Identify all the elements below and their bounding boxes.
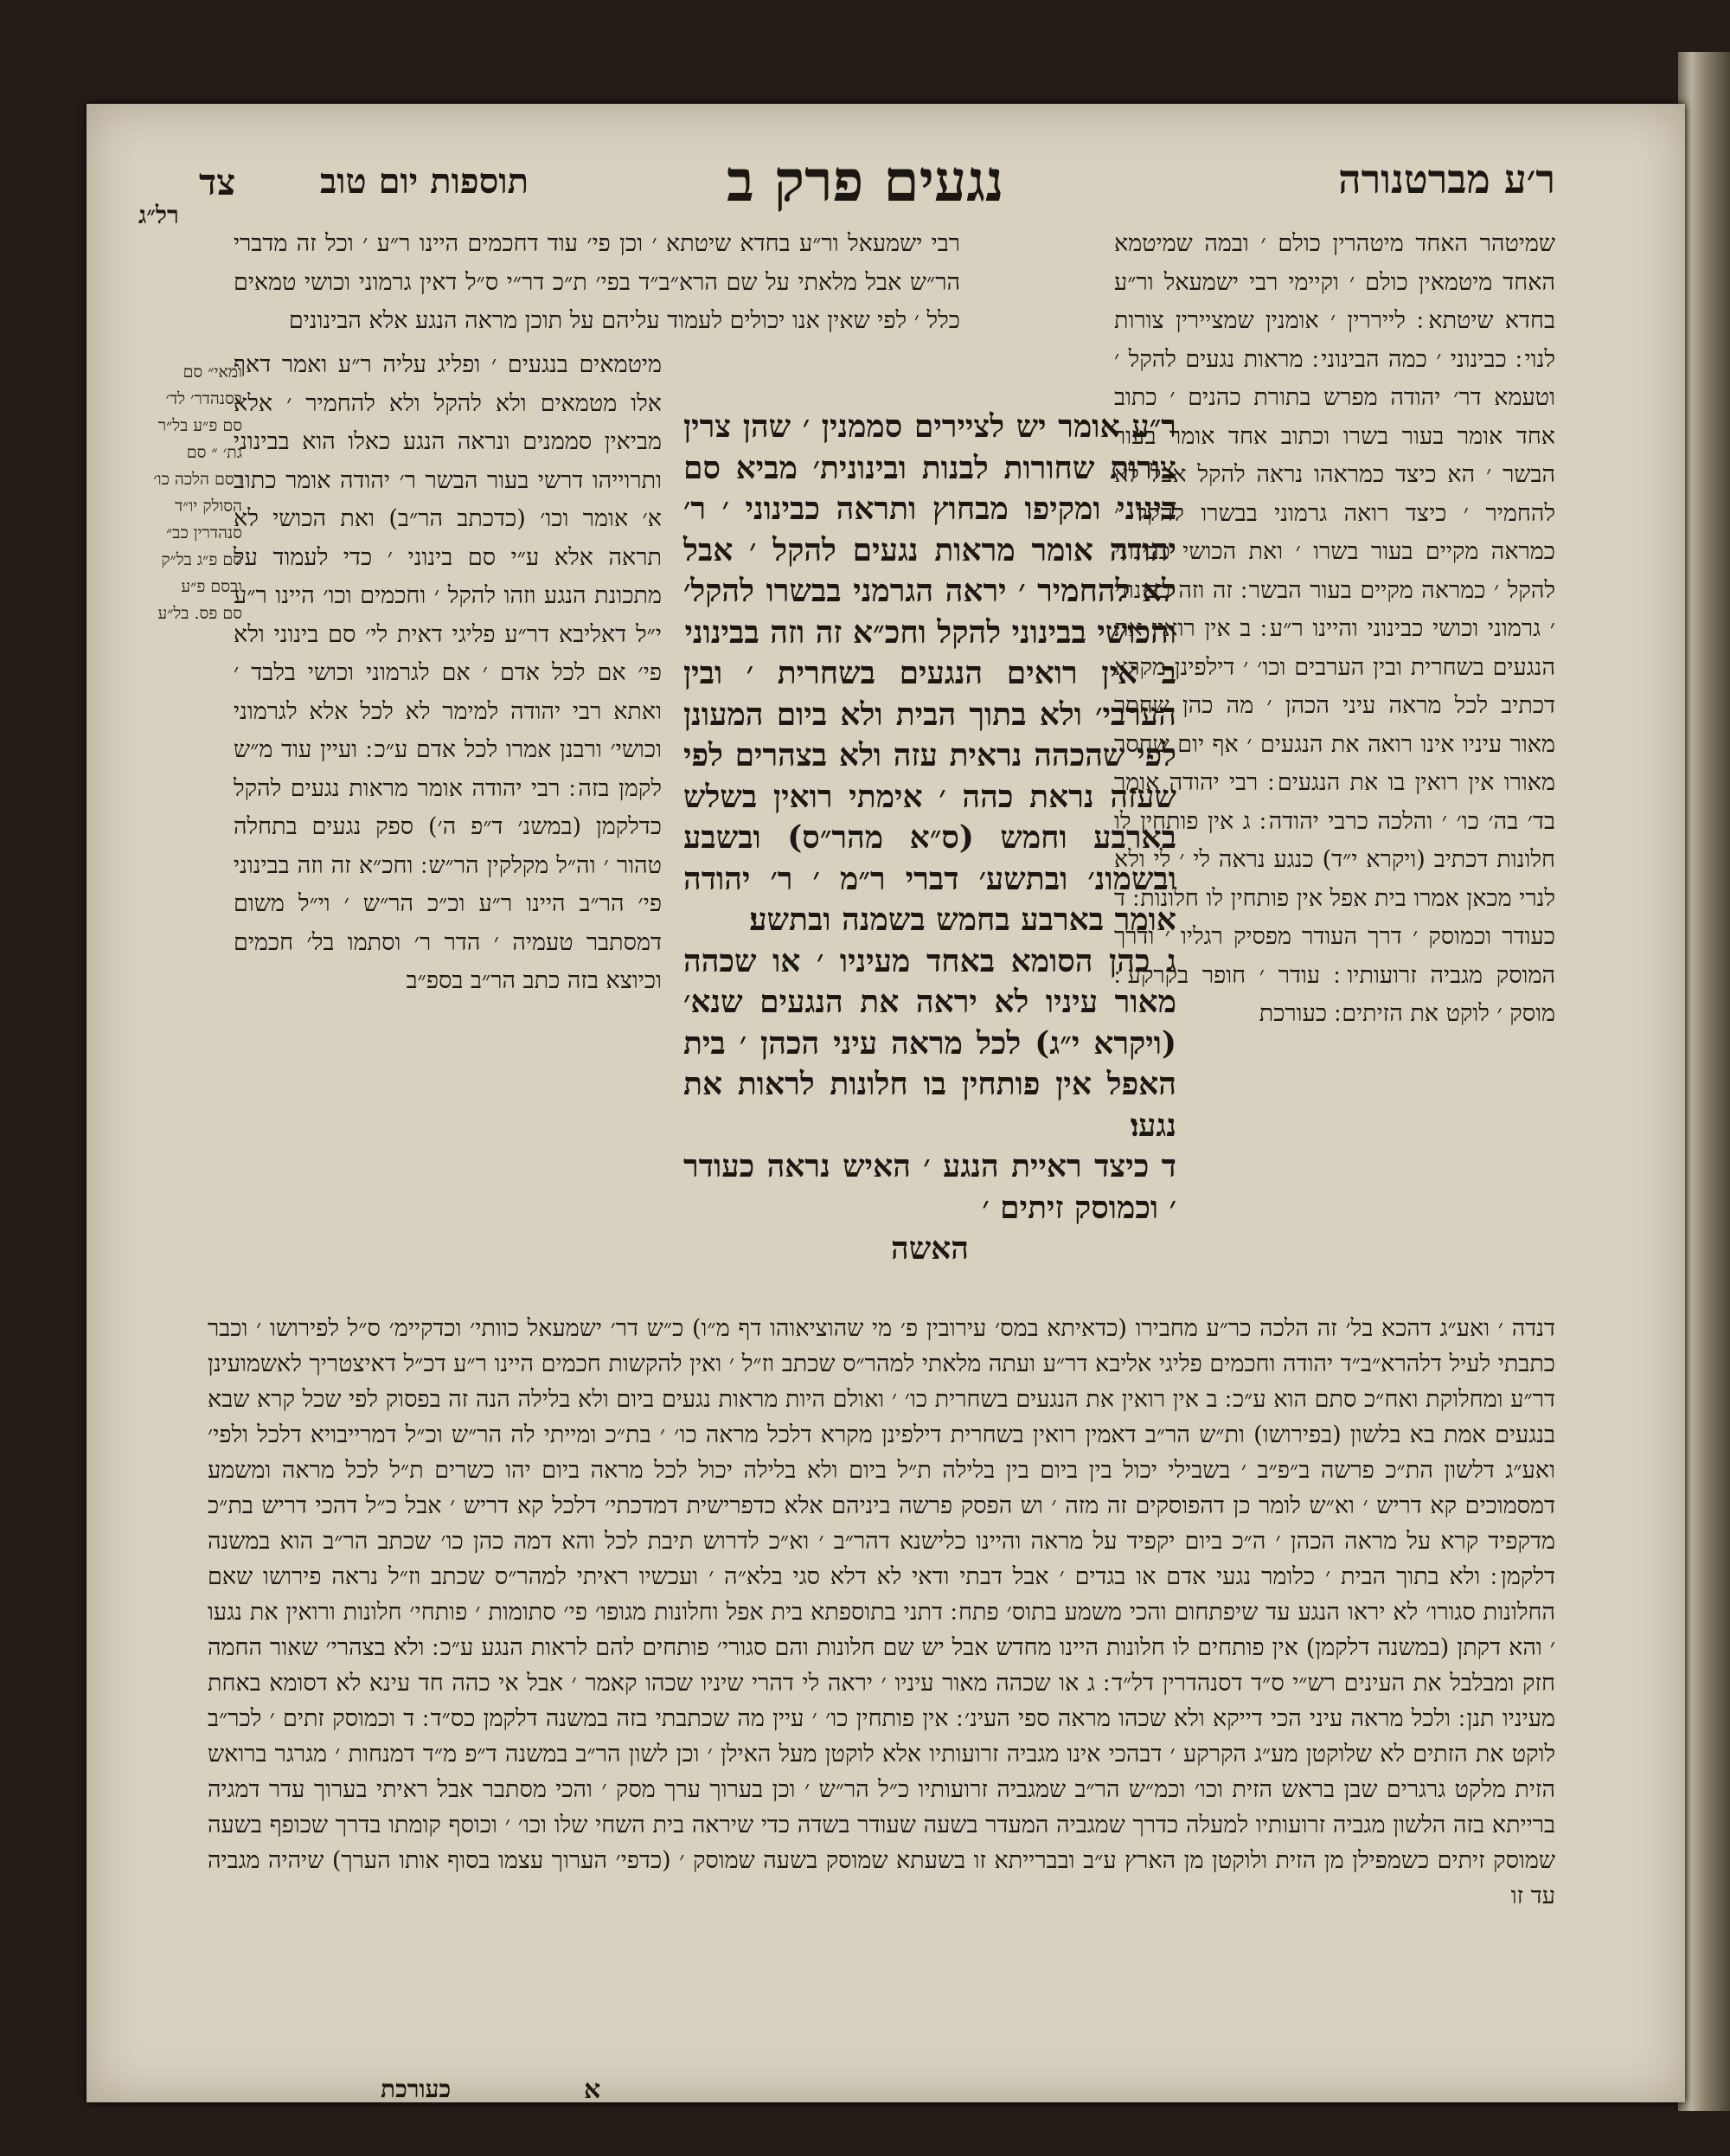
book-edge [1678,52,1730,2111]
header-tosafot-title: תוספות יום טוב [320,161,529,202]
marginal-references [131,359,242,627]
header-page-number: צד [199,161,236,203]
margin-note: הסולק יו״ד [175,497,242,516]
header-chapter-title: נגעים פרק ב [727,147,1004,215]
running-header [190,147,1555,225]
tosafot-commentary [234,346,662,1358]
tosafot-commentary-bottom [208,1311,1555,1909]
tosafot-top-text: רבי ישמעאל ור״ע בחדא שיטתא ׳ וכן פי׳ עוד דחכמים היינו ר״ע ׳ וכל זה מדברי הר״ש אבל מלאתי על שם הרא״ב״ד בפי׳ ת״כ דר״י ס״ל דאין גרמוני וכושי טמאים כלל ׳ לפי שאין אנו יכולים לעמוד עליהם על תוכן מראה הנגע אלא הבינונים [234,230,960,334]
margin-note: גת׳ ״ סם [186,443,242,462]
folio-number: רל״ג [138,201,179,229]
margin-note: סנהדרין כב״ [166,523,242,542]
mishnah-paragraph: ג כהן הסומא באחד מעיניו ׳ או שכהה מאור עיניו לא יראה את הנגעים שנא׳ (ויקרא י״ג) לכל מראה עיני הכהן ׳ בית האפל אין פותחין בו חלונות לראות את נגעו׃ [683,942,1176,1144]
margin-note: סם פס. בל״ע [157,604,242,623]
mishnah-paragraph: ד כיצד ראיית הנגע ׳ האיש נראה כעודר ׳ וכמוסק זיתים ׳ [683,1148,1176,1226]
tosafot-text: מיטמאים בנגעים ׳ ופליג עליה ר״ע ואמר דאף אלו מטמאים ולא להקל ולא להחמיר ׳ אלא מביאין סממנים ונראה הנגע כאלו הוא בבינוני ותרוייהו דרשי בעור הבשר ר׳ יהודה אומר כתוב א׳ אומר וכו׳ (כדכתב הר״ב) ואת הכושי לא תראה אלא ע״י סם בינוני ׳ כדי לעמוד על מתכונת הנגע וזהו להקל ׳ וחכמים וכו׳ היינו ר״ע י״ל דאליבא דר״ע פליגי דאית לי׳ סם בינוני ולא פי׳ אם לכל אדם ׳ אם לגרמוני וכושי בלבד ׳ ואתא רבי יהודה למימר לא לכל אלא לגרמוני וכושי׳ ורבנן אמרו לכל אדם ע״כ ׃ ועיין עוד מ״ש לקמן בזה ׃ רבי יהודה אומר מראות נגעים להקל כדלקמן (במשנ׳ ד״פ ה׳) ספק נגעים בתחלה טהור ׳ וה״ל מקלקין הר״ש ׃ וחכ״א זה וזה בבינוני פי׳ הר״ב היינו ר״ע וכ״כ הר״ש ׳ וי״ל משום דמסתבר טעמיה ׳ הדר ר׳ וסתמו בל׳ חכמים וכיוצא בזה כתב הר״ב בספ״ב [234,351,662,994]
margin-note: סם פ״ע בל״ר [157,416,242,435]
bartenura-commentary [1114,225,1555,1289]
margin-note: רסם הלכה כו׳ [153,470,242,489]
margin-note: ומאי״ סם [183,363,242,382]
mishnah-paragraph: ב אין רואים הנגעים בשחרית ׳ ובין הערבי׳ ולא בתוך הבית ולא ביום המעונן לפי שהכהה נראית עזה ולא בצהרים לפי שעזה נראת כהה ׳ אימתי רואין בשלש בארבע וחמש (ס״א מהר״ס) ובשבע ובשמונ׳ ובתשע׳ דברי ר״מ ׳ ר׳ יהודה אומר בארבע בחמש בשמנה ובתשע׃ [683,655,1176,938]
mishnah-paragraph: ר״ע אומר יש לציירים סממנין ׳ שהן צרין צורות שחורות לבנות ובינונית׳ מביא סם בינוני ומקיפו מבחוץ ותראה כבינוני ׳ ר׳ יהודה אומר מראות נגעים להקל ׳ אבל לא להחמיר ׳ יראה הגרמני בבשרו להקל׳ והכושי בבינוני להקל וחכ״א זה וזה בבינוני [683,408,1176,651]
book-page [86,104,1685,2105]
margin-note: ובסם פ״ע [181,577,242,596]
catchword: כעורכת [381,2075,452,2103]
header-bartenura-title: ר׳ע מברטנורה [1338,156,1555,202]
signature-mark: א [584,2075,601,2105]
tosafot-bottom-text: דנדה ׳ ואע״ג דהכא בל׳ זה הלכה כר״ע מחבירו (כדאיתא במס׳ עירובין פ׳ מי שהוציאוהו דף מ״ו) כ״ש דר׳ ישמעאל כוותי׳ וכדקיימ׳ ס״ל לפירושו ׳ וכבר כתבתי לעיל דלהרא״ב״ד יהודה וחכמים פליגי אליבא דר״ע ועתה מלאתי למהר״ס שכתב וז״ל ׳ ואין להקשות חכמים היינו ר״ע דכ״ל דאיצטריך לאשמועינן דר״ע ומחלוקת ואח״כ סתם הוא ע״כ ׃ ב אין רואין את הנגעים בשחרית כו׳ ׳ ואולם היות מראות נגעים ביום ולא בלילה הנה זה בפסוק לפי שכל קרא שבא בנגעים אמת בא בלשון (בפירושו) ות״ש הר״ב דאמין רואין בשחרית דילפינן מקרא דלכל מראה כו׳ ׳ בת״כ ומייתי לה הר״ש וכ״ל דמרייבויא דלכל ולפי׳ ואע״ג דלשון הת״כ פרשה ב״פ״ב ׳ בשבילי יכול בין ביום בין בלילה ת״ל ביום ולא בלילה יכול לכל מראה ביום יהו כשרים ת״ל לכל מראה ומשמע דמסמוכים קא דריש ׳ וא״ש לומר כן דהפוסקים זה מזה ׳ וש הפסק פרשה ביניהם אלא כדפרישית דמדכתי׳ דלכל קא דריש ׳ אבל כ״ל דהכי דריש בת״כ מדקפיד קרא על מראה הכהן ׳ ה״כ ביום יקפיד על מראה והיינו כלישנא דהר״ב ׳ וא״כ לדרוש תיבת לכל והא דמה כהן כו׳ שכתב הר״ב הוא במשנה דלקמן ׃ ולא בתוך הבית ׳ כלומר נגעי אדם או בגדים ׳ אבל דבתי ודאי לא דלא סגי בלא״ה ׳ ועכשיו ראיתי למהר״ס שכתב וז״ל נראה פירושו שאם החלונות סגורו׳ לא יראו הנגע עד שיפתחום והכי משמע בתוס׳ פתח ׃ דתני בתוספתא בית אפל וחלונות מגופו׳ פי׳ סתומות ׳ פותחי׳ חלונות ורואין את נגעו ׳ והא דקתן (במשנה דלקמן) אין פותחים לו חלונות היינו מחדש אבל יש שם חלונות והם סגורי׳ פותחים להם לראות הנגע ע״כ ׃ ולא בצהרי׳ שאור החמה חזק ומבלבל את העינים רש״י ס״ד דסנהדרין דל״ד ׃ ג או שכהה מאור עיניו ׳ יראה לי דהרי שיניו שכהו קאמר ׳ אבל אי כהה חד עינא לא דסומא באחת מעיניו תנן ׃ ולכל מראה עיני הכי דייקא ולא שכהו מראה ספי העינ׳ ׃ אין פותחין כו׳ ׳ עיין מה שכתבתי בזה במשנה דלקמן כס״ד ׃ ד וכמוסק זתים ׳ לכר״ב לוקט את הזתים לא שלוקטן מע״ג הקרקע ׳ דבהכי אינו מגביה זרועותיו אלא לוקטן מעל האילן ׳ וכן לשון הר״ב במשנה ד״פ מ״ד דמנחות ׳ מגרגר ברואש הזית מלקט גרגרים שבן בראש הזית וכו׳ וכמ״ש הר״ב שמגביה זרועותיו כ״ל הר״ש ׳ וכן בערוך ערך מסק ׳ והכי מסתבר אבל ראיתי בערוך עדר דמגיה ברייתא בזה הלשון מגביה זרועותיו למעלה כדרך שמגביה המעדר בשעה שעודר בשדה כדי שיראה בית השחי שלו וכו׳ ׳ וכוסף קומתו בדרך שכופף בשעה שמוסק זיתים כשמפילן מן הזית ולוקטן מן הארץ ע״ב ובברייתא זו בשעתא שמוסק בשעה שמוסק ׳ (כדפי׳ הערוך עצמו בסוף אותו הערך) שיהיה מגביה עד זו [208,1315,1555,1909]
mishnah-text-block [683,407,1176,1270]
margin-note: בסנהדר׳ לד׳ [165,389,242,408]
tosafot-commentary-top [234,225,960,346]
margin-note: סם פ״ג בל״ק [161,550,242,569]
mishnah-last-line: האשה [890,1230,970,1267]
bartenura-text: שמיטהר האחד מיטהרין כולם ׳ ובמה שמיטמא האחד מיטמאין כולם ׳ וקיימי רבי ישמעאל ור״ע בחדא שיטתא ׃ לייררין ׳ אומנין שמציירין צורות לנוי ׃ כבינוני ׳ כמה הבינוני ׃ מראות נגעים להקל ׳ וטעמא דר׳ יהודה מפרש בתורת כהנים ׳ כתוב אחד אומר בעור בשרו וכתוב אחד אומר בעור הבשר ׳ הא כיצד כמראהו נראה להקל אבל לא להחמיר ׳ כיצד רואה גרמוני בבשרו להקל ׳ כמראה מקיים בעור בשרו ׳ ואת הכושי כבינוני להקל ׳ כמראה מקיים בעור הבשר ׃ זה וזה כבינוני ׳ גרמוני וכושי כבינוני והיינו ר״ע ׃ ב אין רואין את הנגעים בשחרית ובין הערבים וכו׳ ׳ דילפינן מקרא דכתיב לכל מראה עיני הכהן ׳ מה כהן שחסר מאור עיניו אינו רואה את הנגעים ׳ אף יום שחסר מאורו אין רואין בו את הנגעים ׃ רבי יהודה אומר בד׳ בה׳ כו׳ ׳ והלכה כרבי יהודה ׃ ג אין פותחין לו חלונות דכתיב (ויקרא י״ד) כנגע נראה לי ׳ לי ולא לנרי מכאן אמרו בית אפל אין פותחין לו חלונות ׃ ד כעודר וכמוסק ׳ דרך העודר מפסיק רגליו ׳ ודרך המוסק מגביה זרועותיו ׃ עודר ׳ חופר בקרקע ׃ מוסק ׳ לוקט את הזיתים ׃ כעורכת [1114,230,1555,1027]
